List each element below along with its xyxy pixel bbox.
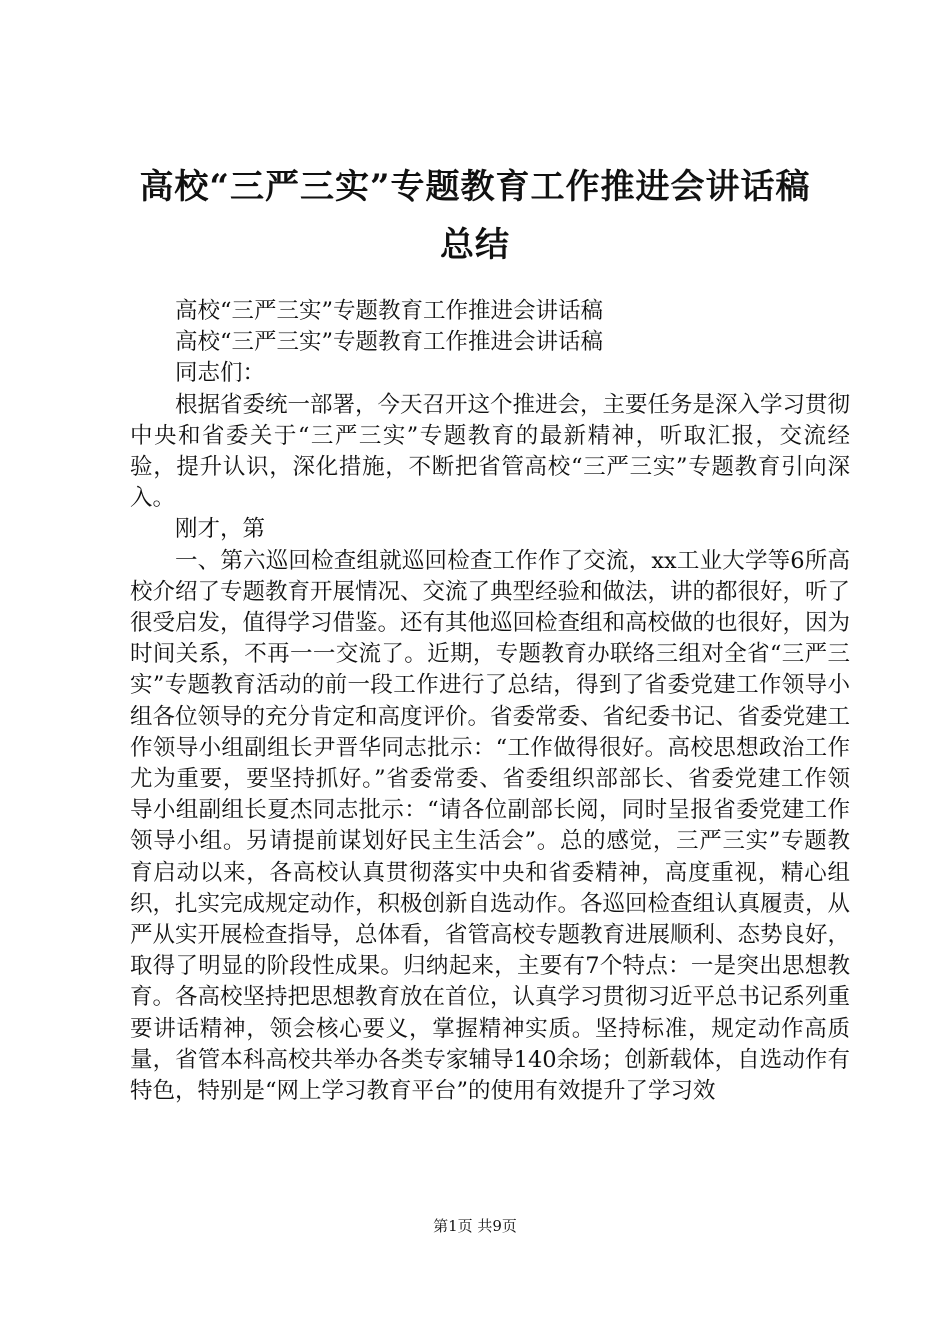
document-title (60, 158, 890, 274)
paragraph-subtitle-2: 高校“三严三实”专题教育工作推进会讲话稿 (175, 329, 604, 356)
page-number: 第1页 共9页 (433, 1217, 517, 1235)
document-body (130, 296, 850, 1107)
paragraph-intro: 根据省委统一部署，今天召开这个推进会，主要任务是深入学习贯彻中央和省委关于“三严三实”专题教育的最新精神，听取汇报，交流经验，提升认识，深化措施，不断把省管高校“三严三实”专题教育引向深入。 (130, 391, 851, 512)
title-line-1: 高校“三严三实”专题教育工作推进会讲话稿 (139, 167, 811, 207)
paragraph-main: 一、第六巡回检查组就巡回检查工作作了交流，xx工业大学等6所高校介绍了专题教育开展情况、交流了典型经验和做法，讲的都很好，听了很受启发，值得学习借鉴。还有其他巡回检查组和高校做的也很好，因为时间关系，不再一一交流了。近期，专题教育办联络三组对全省“三严三实”专题教育活动的前一段工作进行了总结，得到了省委党建工作领导小组各位领导的充分肯定和高度评价。省委常委、省纪委书记、省委党建工作领导小组副组长尹晋华同志批示：“工作做得很好。高校思想政治工作尤为重要，要坚持抓好。”省委常委、省委组织部部长、省委党建工作领导小组副组长夏杰同志批示：“请各位副部长阅，同时呈报省委党建工作领导小组。另请提前谋划好民主生活会”。总的感觉，三严三实”专题教育启动以来，各高校认真贯彻落实中央和省委精神，高度重视，精心组织，扎实完成规定动作，积极创新自选动作。各巡回检查组认真履责，从严从实开展检查指导，总体看，省管高校专题教育进展顺利、态势良好，取得了明显的阶段性成果。归纳起来，主要有7个特点：一是突出思想教育。各高校坚持把思想教育放在首位，认真学习贯彻习近平总书记系列重要讲话精神，领会核心要义，掌握精神实质。坚持标准，规定动作高质量，省管本科高校共举办各类专家辅导140余场；创新载体，自选动作有特色，特别是“网上学习教育平台”的使用有效提升了学习效 (130, 547, 851, 1105)
paragraph-salutation: 同志们： (175, 360, 266, 387)
paragraph-fragment: 刚才，第 (175, 516, 266, 543)
title-line-2: 总结 (440, 225, 510, 265)
paragraph-subtitle-1: 高校“三严三实”专题教育工作推进会讲话稿 (175, 298, 604, 324)
page-footer (0, 1216, 950, 1236)
